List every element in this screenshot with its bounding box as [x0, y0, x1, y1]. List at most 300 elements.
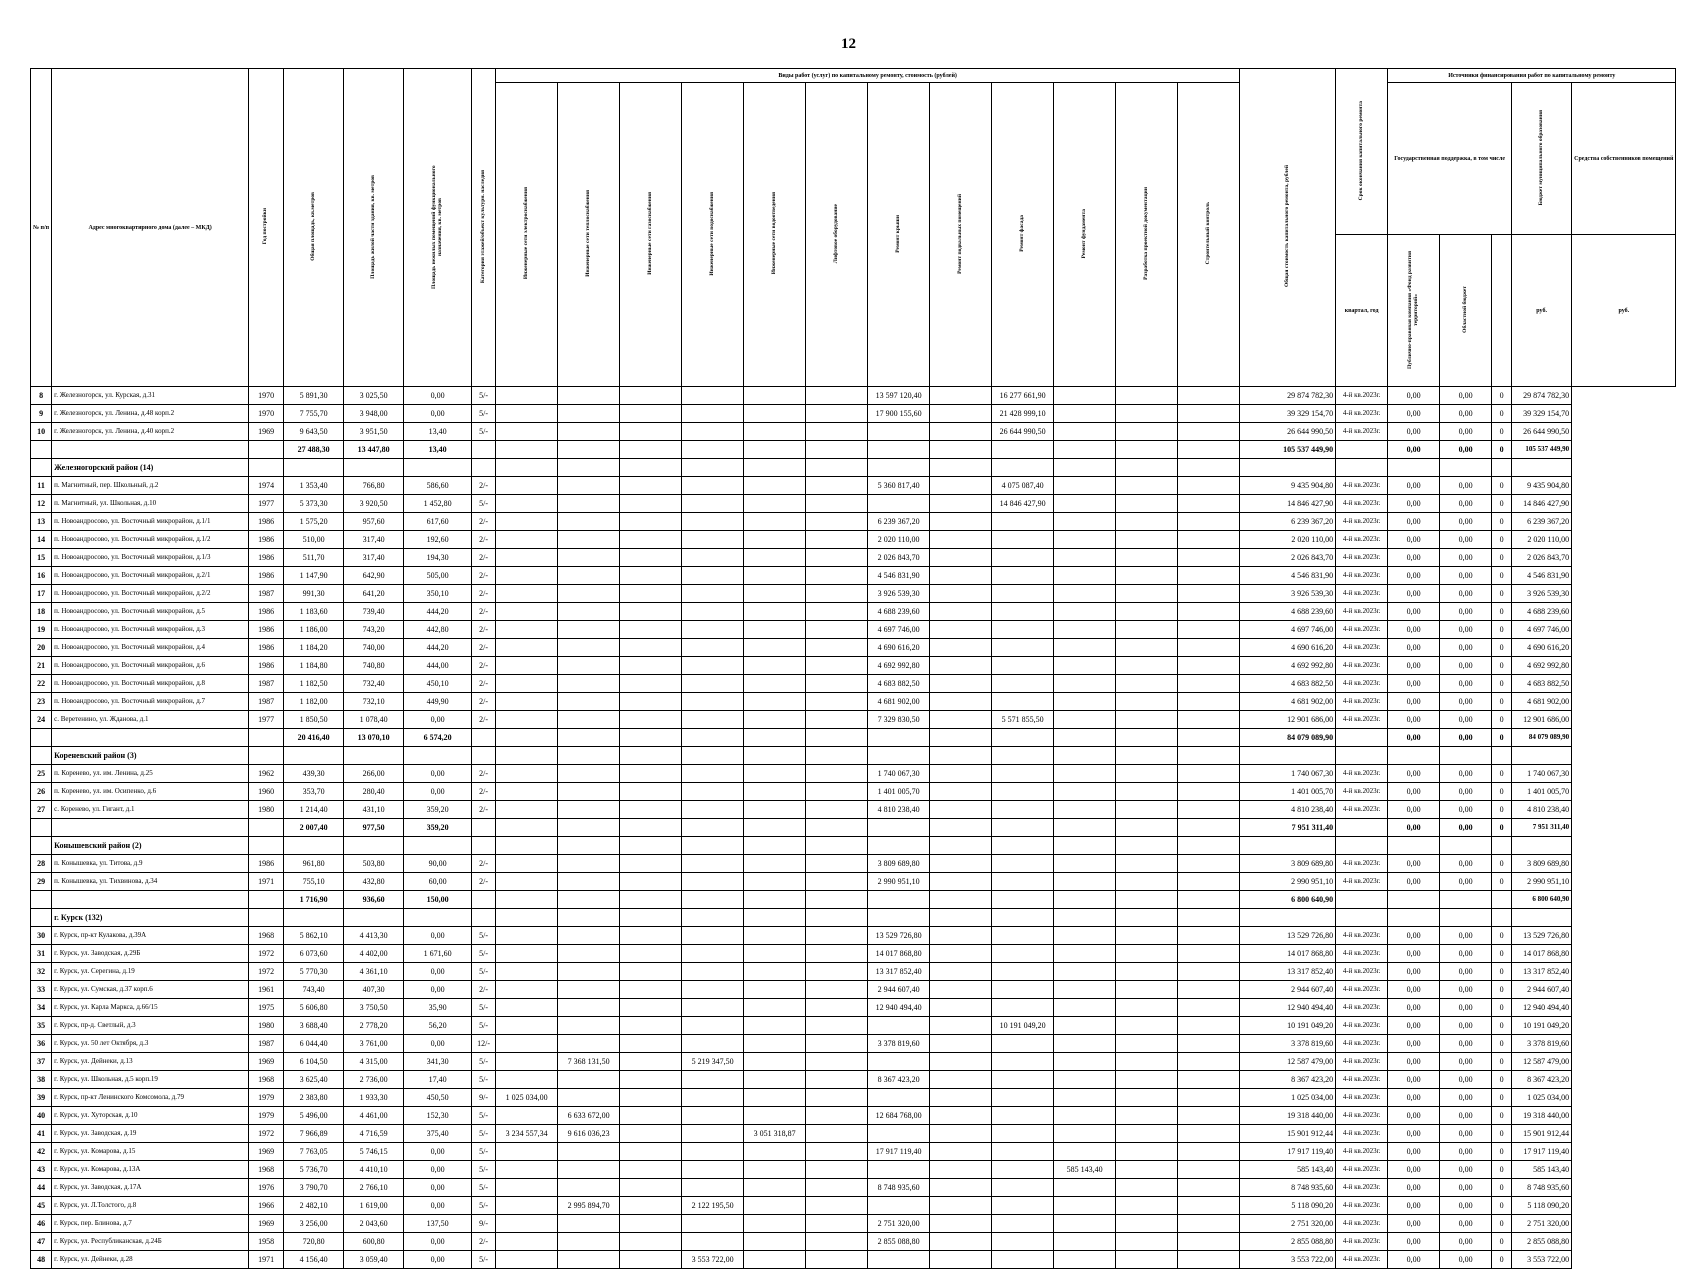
- row-work-design: [1116, 621, 1178, 639]
- district-empty-cell: [284, 909, 344, 927]
- row-municipal: 0: [1492, 513, 1512, 531]
- row-municipal: 0: [1492, 1089, 1512, 1107]
- row-total-cost: 2 944 607,40: [1240, 981, 1336, 999]
- district-empty-cell: [682, 459, 744, 477]
- row-work-foundation: [1054, 999, 1116, 1017]
- district-empty-cell: [992, 747, 1054, 765]
- row-work-elevator: [806, 1071, 868, 1089]
- row-total-area: 5 862,10: [284, 927, 344, 945]
- row-work-sewage: [744, 1197, 806, 1215]
- row-work-sewage: [744, 855, 806, 873]
- row-number: 38: [31, 1071, 52, 1089]
- row-owners: 1 025 034,00: [1512, 1089, 1572, 1107]
- row-work-gas: [620, 1125, 682, 1143]
- row-work-elevator: [806, 513, 868, 531]
- row-work-elevator: [806, 603, 868, 621]
- row-living-area: 740,00: [344, 639, 404, 657]
- row-total-cost: 13 317 852,40: [1240, 963, 1336, 981]
- row-work-sewage: [744, 1161, 806, 1179]
- table-row: [31, 765, 1676, 783]
- row-floors: 12/-: [472, 1035, 496, 1053]
- district-name: Кореневский район (3): [52, 747, 249, 765]
- row-year: 1968: [249, 927, 284, 945]
- row-total-area: 1 182,50: [284, 675, 344, 693]
- row-work-facade: [992, 801, 1054, 819]
- row-work-foundation: [1054, 603, 1116, 621]
- row-year: 1969: [249, 1053, 284, 1071]
- district-empty-cell: [682, 909, 744, 927]
- row-work-elevator: [806, 639, 868, 657]
- row-work-heating: [558, 945, 620, 963]
- row-work-basement: [930, 963, 992, 981]
- row-work-foundation: [1054, 783, 1116, 801]
- row-work-electric: [496, 585, 558, 603]
- header-term-unit: квартал, год: [1336, 235, 1388, 387]
- table-row: [31, 549, 1676, 567]
- row-floors: 2/-: [472, 783, 496, 801]
- row-work-design: [1116, 711, 1178, 729]
- row-owners: 6 239 367,20: [1512, 513, 1572, 531]
- row-work-water: [682, 783, 744, 801]
- row-total-cost: 3 378 819,60: [1240, 1035, 1336, 1053]
- row-total-cost: 4 546 831,90: [1240, 567, 1336, 585]
- subtotal-work-empty: [930, 729, 992, 747]
- row-work-gas: [620, 387, 682, 405]
- row-number: 30: [31, 927, 52, 945]
- row-work-gas: [620, 603, 682, 621]
- subtotal-owners: 105 537 449,90: [1512, 441, 1572, 459]
- district-empty-cell: [868, 909, 930, 927]
- row-work-sewage: [744, 1233, 806, 1251]
- subtotal-total-cost: 6 800 640,90: [1240, 891, 1336, 909]
- row-term: 4-й кв.2023г.: [1336, 1179, 1388, 1197]
- row-work-heating: [558, 693, 620, 711]
- table-row: [31, 1161, 1676, 1179]
- row-work-gas: [620, 945, 682, 963]
- row-number: 20: [31, 639, 52, 657]
- table-row: [31, 1233, 1676, 1251]
- row-total-cost: 2 020 110,00: [1240, 531, 1336, 549]
- row-total-area: 743,40: [284, 981, 344, 999]
- row-work-electric: [496, 1107, 558, 1125]
- row-owners: 2 944 607,40: [1512, 981, 1572, 999]
- row-total-cost: 2 990 951,10: [1240, 873, 1336, 891]
- row-work-gas: [620, 1161, 682, 1179]
- row-number: 10: [31, 423, 52, 441]
- row-total-cost: 17 917 119,40: [1240, 1143, 1336, 1161]
- row-work-gas: [620, 1071, 682, 1089]
- row-municipal: 0: [1492, 1125, 1512, 1143]
- row-work-basement: [930, 477, 992, 495]
- row-work-design: [1116, 1197, 1178, 1215]
- row-work-sewage: [744, 693, 806, 711]
- header-financing-group: Источники финансирования работ по капитальному ремонту: [1388, 69, 1676, 83]
- row-address: п. Конышевка, ул. Тихвинова, д.34: [52, 873, 249, 891]
- row-work-design: [1116, 1143, 1178, 1161]
- subtotal-work-empty: [496, 819, 558, 837]
- row-work-elevator: [806, 873, 868, 891]
- row-work-roof: 2 751 320,00: [868, 1215, 930, 1233]
- row-work-water: [682, 657, 744, 675]
- row-work-electric: [496, 981, 558, 999]
- row-work-basement: [930, 873, 992, 891]
- row-work-electric: [496, 873, 558, 891]
- district-empty-cell: [1054, 909, 1116, 927]
- row-work-supervision: [1178, 945, 1240, 963]
- row-address: п. Магнитный, пер. Школьный, д.2: [52, 477, 249, 495]
- row-work-supervision: [1178, 567, 1240, 585]
- row-total-cost: 1 025 034,00: [1240, 1089, 1336, 1107]
- district-empty-cell: [1240, 459, 1336, 477]
- row-regional: 0,00: [1440, 693, 1492, 711]
- district-empty-cell: [344, 837, 404, 855]
- row-work-gas: [620, 981, 682, 999]
- row-floors: 2/-: [472, 1233, 496, 1251]
- row-work-heating: [558, 549, 620, 567]
- row-work-supervision: [1178, 1053, 1240, 1071]
- row-work-facade: 16 277 661,90: [992, 387, 1054, 405]
- district-empty-cell: [1240, 837, 1336, 855]
- district-name: Железногорский район (14): [52, 459, 249, 477]
- row-work-electric: [496, 657, 558, 675]
- table-row: [31, 873, 1676, 891]
- district-empty-cell: [284, 747, 344, 765]
- row-work-sewage: [744, 945, 806, 963]
- row-living-area: 642,90: [344, 567, 404, 585]
- row-total-area: 5 736,70: [284, 1161, 344, 1179]
- row-work-foundation: [1054, 945, 1116, 963]
- row-work-water: [682, 675, 744, 693]
- subtotal-work-empty: [496, 441, 558, 459]
- row-work-basement: [930, 927, 992, 945]
- table-row: [31, 423, 1676, 441]
- subtotal-municipal: [1492, 891, 1512, 909]
- row-total-cost: 4 688 239,60: [1240, 603, 1336, 621]
- row-total-area: 353,70: [284, 783, 344, 801]
- row-floors: 2/-: [472, 621, 496, 639]
- table-row: [31, 1125, 1676, 1143]
- row-work-foundation: [1054, 1071, 1116, 1089]
- row-address: г. Курск, ул. Комарова, д.15: [52, 1143, 249, 1161]
- subtotal-year-empty: [249, 891, 284, 909]
- row-owners: 17 917 119,40: [1512, 1143, 1572, 1161]
- district-header-row: [31, 909, 1676, 927]
- row-term: 4-й кв.2023г.: [1336, 1071, 1388, 1089]
- row-work-water: [682, 765, 744, 783]
- row-work-gas: [620, 657, 682, 675]
- subtotal-total-cost: 84 079 089,90: [1240, 729, 1336, 747]
- header-heritage: Категория этажей/объект культурн. наследия: [472, 69, 496, 387]
- row-work-elevator: [806, 1035, 868, 1053]
- row-address: г. Курск, ул. Заводская, д.19: [52, 1125, 249, 1143]
- row-work-water: 3 553 722,00: [682, 1251, 744, 1269]
- row-fund: 0,00: [1388, 1125, 1440, 1143]
- row-fund: 0,00: [1388, 927, 1440, 945]
- row-floors: 5/-: [472, 999, 496, 1017]
- row-address: г. Железногорск, ул. Курская, д.31: [52, 387, 249, 405]
- row-fund: 0,00: [1388, 567, 1440, 585]
- row-municipal: 0: [1492, 1071, 1512, 1089]
- row-work-design: [1116, 405, 1178, 423]
- row-number: 25: [31, 765, 52, 783]
- row-nonresidential-area: 617,60: [404, 513, 472, 531]
- district-empty-cell: [558, 837, 620, 855]
- row-work-facade: 5 571 855,50: [992, 711, 1054, 729]
- row-total-area: 7 763,05: [284, 1143, 344, 1161]
- district-empty-cell: [472, 837, 496, 855]
- row-number: 21: [31, 657, 52, 675]
- row-work-electric: [496, 1251, 558, 1269]
- row-work-foundation: [1054, 1143, 1116, 1161]
- table-row: [31, 477, 1676, 495]
- row-owners: 26 644 990,50: [1512, 423, 1572, 441]
- row-work-heating: [558, 585, 620, 603]
- row-work-facade: [992, 1143, 1054, 1161]
- row-floors: 5/-: [472, 963, 496, 981]
- row-fund: 0,00: [1388, 693, 1440, 711]
- row-living-area: 4 402,00: [344, 945, 404, 963]
- row-fund: 0,00: [1388, 1197, 1440, 1215]
- row-work-water: [682, 855, 744, 873]
- row-owners: 13 317 852,40: [1512, 963, 1572, 981]
- row-nonresidential-area: 192,60: [404, 531, 472, 549]
- row-work-design: [1116, 1161, 1178, 1179]
- row-work-supervision: [1178, 585, 1240, 603]
- page-number: 12: [841, 36, 856, 52]
- row-work-facade: [992, 855, 1054, 873]
- row-number: 31: [31, 945, 52, 963]
- table-row: [31, 1089, 1676, 1107]
- row-living-area: 280,40: [344, 783, 404, 801]
- row-work-elevator: [806, 1143, 868, 1161]
- row-work-sewage: [744, 981, 806, 999]
- row-nonresidential-area: 13,40: [404, 423, 472, 441]
- row-living-area: 4 413,30: [344, 927, 404, 945]
- capital-repair-table: [30, 68, 1676, 1269]
- subtotal-work-empty: [868, 729, 930, 747]
- row-work-roof: [868, 495, 930, 513]
- row-owners: 1 740 067,30: [1512, 765, 1572, 783]
- subtotal-work-empty: [992, 729, 1054, 747]
- row-work-elevator: [806, 531, 868, 549]
- row-address: г. Курск, ул. 50 лет Октября, д.3: [52, 1035, 249, 1053]
- subtotal-work-empty: [1116, 819, 1178, 837]
- row-municipal: 0: [1492, 603, 1512, 621]
- row-work-facade: [992, 1215, 1054, 1233]
- row-total-cost: 2 026 843,70: [1240, 549, 1336, 567]
- row-work-roof: 4 692 992,80: [868, 657, 930, 675]
- row-regional: 0,00: [1440, 1197, 1492, 1215]
- row-address: г. Курск, ул. Хуторская, д.10: [52, 1107, 249, 1125]
- row-year: 1971: [249, 873, 284, 891]
- row-municipal: 0: [1492, 1161, 1512, 1179]
- row-work-basement: [930, 1161, 992, 1179]
- row-work-heating: [558, 639, 620, 657]
- row-address: г. Курск, пер. Блинова, д.7: [52, 1215, 249, 1233]
- row-work-facade: [992, 999, 1054, 1017]
- row-work-facade: [992, 981, 1054, 999]
- row-regional: 0,00: [1440, 621, 1492, 639]
- subtotal-work-empty: [992, 891, 1054, 909]
- district-empty-cell: [1054, 459, 1116, 477]
- district-empty-cell: [868, 459, 930, 477]
- row-work-design: [1116, 1089, 1178, 1107]
- row-floors: 5/-: [472, 927, 496, 945]
- row-work-design: [1116, 1233, 1178, 1251]
- row-work-supervision: [1178, 603, 1240, 621]
- row-total-cost: 8 367 423,20: [1240, 1071, 1336, 1089]
- row-work-facade: [992, 945, 1054, 963]
- row-owners: 12 940 494,40: [1512, 999, 1572, 1017]
- row-work-foundation: [1054, 675, 1116, 693]
- district-empty-cell: [249, 459, 284, 477]
- row-living-area: 641,20: [344, 585, 404, 603]
- row-work-water: [682, 999, 744, 1017]
- row-owners: 14 017 868,80: [1512, 945, 1572, 963]
- row-work-facade: [992, 1251, 1054, 1269]
- row-year: 1975: [249, 999, 284, 1017]
- row-regional: 0,00: [1440, 567, 1492, 585]
- row-regional: 0,00: [1440, 1179, 1492, 1197]
- row-work-facade: [992, 1125, 1054, 1143]
- row-nonresidential-area: 444,20: [404, 603, 472, 621]
- row-work-sewage: [744, 585, 806, 603]
- row-work-elevator: [806, 675, 868, 693]
- row-number: 23: [31, 693, 52, 711]
- row-fund: 0,00: [1388, 1179, 1440, 1197]
- row-work-electric: [496, 693, 558, 711]
- row-fund: 0,00: [1388, 765, 1440, 783]
- row-work-supervision: [1178, 1251, 1240, 1269]
- row-work-heating: [558, 657, 620, 675]
- row-work-sewage: [744, 675, 806, 693]
- row-work-elevator: [806, 963, 868, 981]
- header-work-sewage: Инженерные сети водоотведения: [744, 83, 806, 387]
- row-number: 9: [31, 405, 52, 423]
- subtotal-work-empty: [496, 891, 558, 909]
- row-municipal: 0: [1492, 531, 1512, 549]
- district-empty-cell: [930, 459, 992, 477]
- subtotal-fund: 0,00: [1388, 441, 1440, 459]
- row-year: 1986: [249, 513, 284, 531]
- row-work-sewage: [744, 1017, 806, 1035]
- row-work-roof: 13 529 726,80: [868, 927, 930, 945]
- row-nonresidential-area: 1 452,80: [404, 495, 472, 513]
- header-unit-empty: [1492, 235, 1512, 387]
- table-row: [31, 963, 1676, 981]
- row-work-design: [1116, 1035, 1178, 1053]
- district-empty-cell: [404, 909, 472, 927]
- row-work-supervision: [1178, 1125, 1240, 1143]
- row-owners: 12 901 686,00: [1512, 711, 1572, 729]
- district-empty-cell: [344, 747, 404, 765]
- row-municipal: 0: [1492, 1215, 1512, 1233]
- district-empty-cell: [744, 459, 806, 477]
- row-work-water: [682, 1161, 744, 1179]
- subtotal-work-empty: [992, 441, 1054, 459]
- row-floors: 5/-: [472, 405, 496, 423]
- row-work-gas: [620, 1233, 682, 1251]
- row-work-facade: 4 075 087,40: [992, 477, 1054, 495]
- row-work-basement: [930, 1215, 992, 1233]
- row-floors: 5/-: [472, 387, 496, 405]
- row-living-area: 1 078,40: [344, 711, 404, 729]
- district-empty-cell: [744, 909, 806, 927]
- subtotal-fund: 0,00: [1388, 819, 1440, 837]
- row-work-sewage: [744, 927, 806, 945]
- subtotal-nonresidential-area: 359,20: [404, 819, 472, 837]
- row-regional: 0,00: [1440, 855, 1492, 873]
- row-work-facade: [992, 513, 1054, 531]
- row-work-design: [1116, 495, 1178, 513]
- row-nonresidential-area: 17,40: [404, 1071, 472, 1089]
- row-living-area: 432,80: [344, 873, 404, 891]
- row-term: 4-й кв.2023г.: [1336, 1161, 1388, 1179]
- row-work-sewage: [744, 801, 806, 819]
- table-row: [31, 1197, 1676, 1215]
- row-work-roof: 5 360 817,40: [868, 477, 930, 495]
- district-header-row: [31, 837, 1676, 855]
- row-regional: 0,00: [1440, 495, 1492, 513]
- row-work-supervision: [1178, 1071, 1240, 1089]
- row-work-electric: [496, 1017, 558, 1035]
- row-work-electric: [496, 1053, 558, 1071]
- row-work-water: [682, 477, 744, 495]
- district-empty-cell: [682, 837, 744, 855]
- row-work-supervision: [1178, 621, 1240, 639]
- row-work-water: [682, 711, 744, 729]
- row-work-electric: [496, 423, 558, 441]
- subtotal-total-cost: 105 537 449,90: [1240, 441, 1336, 459]
- row-work-sewage: [744, 1035, 806, 1053]
- row-term: 4-й кв.2023г.: [1336, 999, 1388, 1017]
- table-row: [31, 585, 1676, 603]
- row-work-facade: [992, 1035, 1054, 1053]
- row-year: 1968: [249, 1161, 284, 1179]
- row-term: 4-й кв.2023г.: [1336, 1125, 1388, 1143]
- row-work-water: [682, 693, 744, 711]
- row-living-area: 1 619,00: [344, 1197, 404, 1215]
- row-fund: 0,00: [1388, 945, 1440, 963]
- row-work-foundation: [1054, 981, 1116, 999]
- row-owners: 4 690 616,20: [1512, 639, 1572, 657]
- row-work-supervision: [1178, 1089, 1240, 1107]
- row-living-area: 2 778,20: [344, 1017, 404, 1035]
- row-fund: 0,00: [1388, 1107, 1440, 1125]
- row-work-heating: 9 616 036,23: [558, 1125, 620, 1143]
- row-work-foundation: [1054, 531, 1116, 549]
- row-floors: 2/-: [472, 855, 496, 873]
- row-floors: 2/-: [472, 801, 496, 819]
- subtotal-municipal: 0: [1492, 441, 1512, 459]
- row-regional: 0,00: [1440, 981, 1492, 999]
- district-empty-cell: [1116, 747, 1178, 765]
- row-year: 1968: [249, 1071, 284, 1089]
- row-nonresidential-area: 35,90: [404, 999, 472, 1017]
- row-work-electric: 3 234 557,34: [496, 1125, 558, 1143]
- row-total-area: 1 183,60: [284, 603, 344, 621]
- header-work-elevator: Лифтовое оборудование: [806, 83, 868, 387]
- row-work-design: [1116, 1179, 1178, 1197]
- subtotal-regional: 0,00: [1440, 819, 1492, 837]
- row-work-design: [1116, 657, 1178, 675]
- row-work-water: [682, 1107, 744, 1125]
- table-row: [31, 405, 1676, 423]
- district-empty-cell: [1512, 837, 1572, 855]
- district-empty-cell: [620, 747, 682, 765]
- row-nonresidential-area: 60,00: [404, 873, 472, 891]
- header-work-gas: Инженерные сети газоснабжения: [620, 83, 682, 387]
